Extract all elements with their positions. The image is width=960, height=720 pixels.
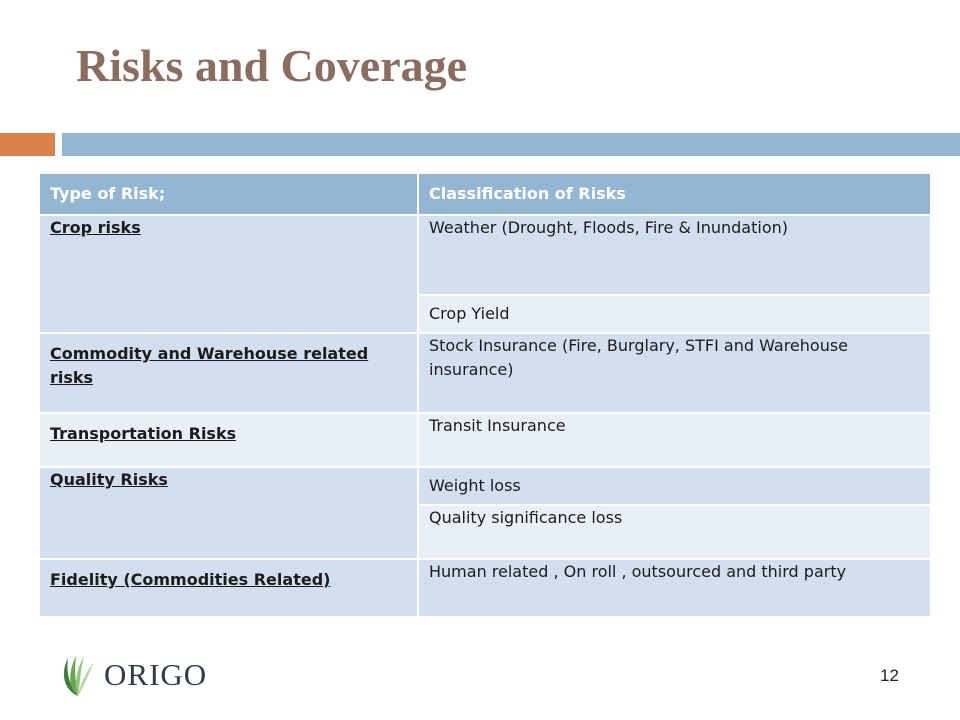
risk-type-cell: Crop risks	[39, 215, 418, 333]
risk-type-cell: Quality Risks	[39, 467, 418, 559]
accent-bar-orange	[0, 133, 55, 156]
risk-type-cell: Transportation Risks	[39, 413, 418, 467]
slide-title: Risks and Coverage	[76, 40, 468, 91]
risk-type-cell: Commodity and Warehouse related risks	[39, 333, 418, 413]
classification-cell: Weather (Drought, Floods, Fire & Inundation)	[418, 215, 931, 295]
page-number: 12	[880, 666, 899, 685]
header-type-of-risk: Type of Risk;	[39, 173, 418, 215]
table-row	[39, 215, 931, 295]
classification-cell: Stock Insurance (Fire, Burglary, STFI and Warehouse insurance)	[418, 333, 931, 413]
table-row	[39, 467, 931, 505]
header-classification: Classification of Risks	[418, 173, 931, 215]
accent-bar-blue	[62, 133, 960, 156]
classification-cell: Weight loss	[418, 467, 931, 505]
classification-cell: Quality significance loss	[418, 505, 931, 559]
logo-text: ORIGO	[104, 657, 208, 692]
table-header-row	[39, 173, 931, 215]
risk-type-cell: Fidelity (Commodities Related)	[39, 559, 418, 617]
leaf-swirl-icon	[58, 652, 98, 698]
risks-table	[38, 172, 932, 618]
table-row	[39, 413, 931, 467]
origo-logo	[58, 652, 207, 698]
classification-cell: Crop Yield	[418, 295, 931, 333]
table-row	[39, 559, 931, 617]
classification-cell: Transit Insurance	[418, 413, 931, 467]
table-row	[39, 333, 931, 413]
classification-cell: Human related , On roll , outsourced and third party	[418, 559, 931, 617]
